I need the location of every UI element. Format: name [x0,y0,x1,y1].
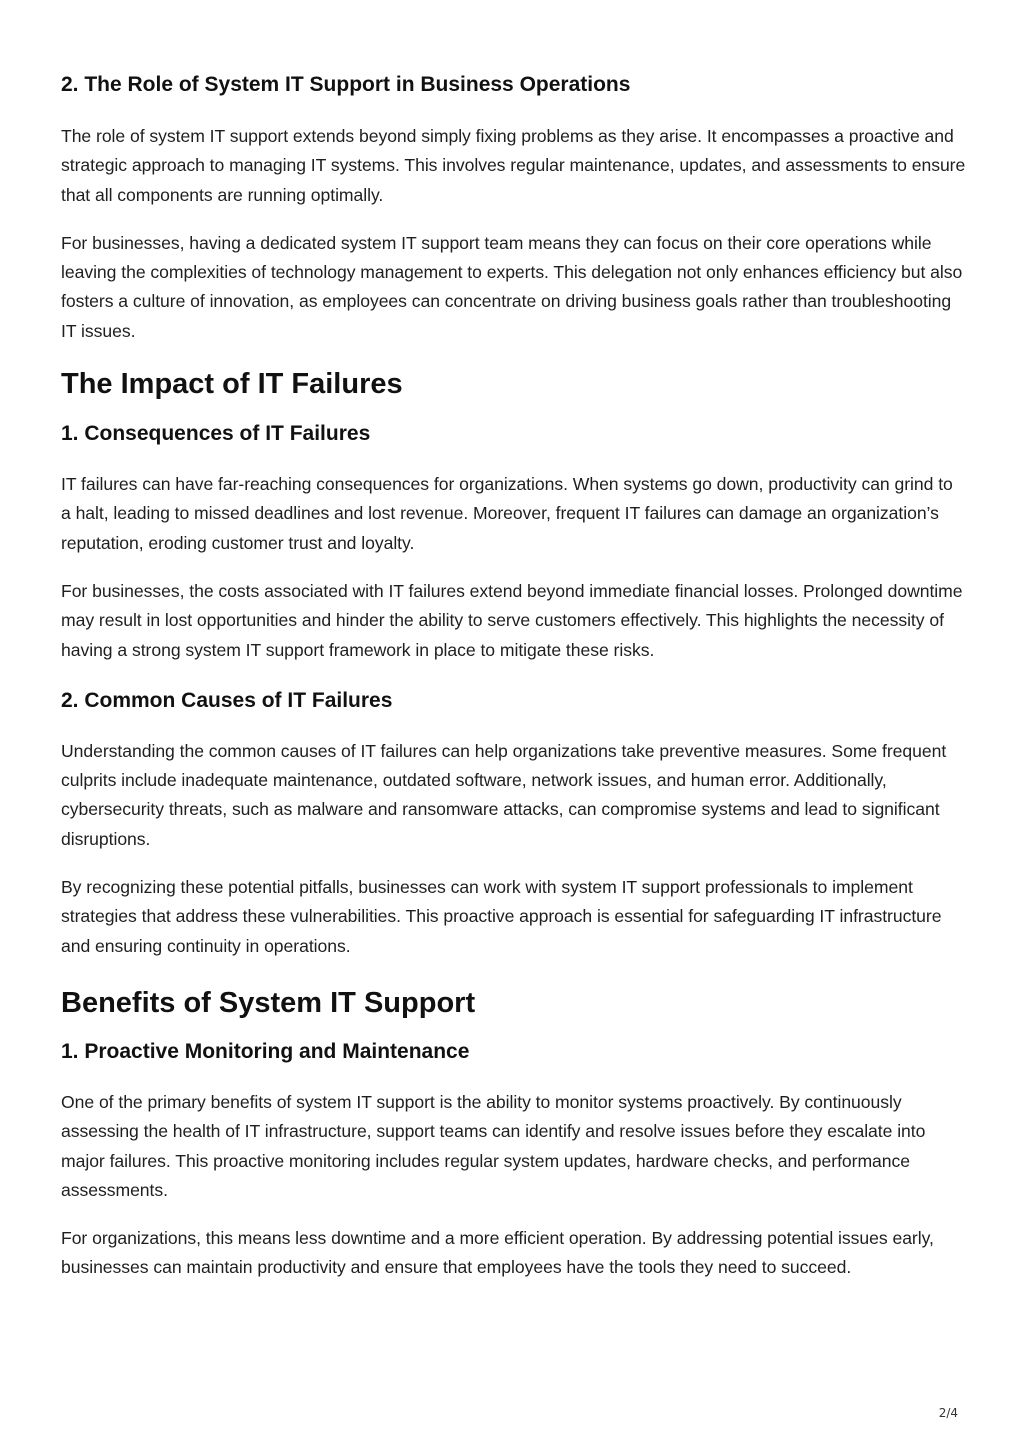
section-heading-monitoring: 1. Proactive Monitoring and Maintenance [61,1039,470,1063]
paragraph: For businesses, the costs associated with IT failures extend beyond immediate financial losses. Prolonged downtime may result in lost opportunities and hinder the ability to serve customers effectively. This highlights the necessity of having a strong system IT support framework in place to mitigate these risks. [61,580,963,660]
page-number: 2/4 [938,1406,958,1420]
section-heading-causes: 2. Common Causes of IT Failures [61,688,393,712]
paragraph: For businesses, having a dedicated system IT support team means they can focus on their core operations while leaving the complexities of technology management to experts. This delegation not only enhances efficiency but also fosters a culture of innovation, as employees can concentrate on driving business goals rather than troubleshooting IT issues. [61,232,963,341]
paragraph: IT failures can have far-reaching consequences for organizations. When systems go down, productivity can grind to a halt, leading to missed deadlines and lost revenue. Moreover, frequent IT failures can damage an organization’s reputation, eroding customer trust and loyalty. [61,474,953,553]
section-heading-consequences: 1. Consequences of IT Failures [61,422,371,446]
paragraph: Understanding the common causes of IT failures can help organizations take preventive measures. Some frequent culprits include inadequate maintenance, outdated software, network issues, and human error. Additionally, cybersecurity threats, such as malware and ransomware attacks, can compromise systems and lead to significant disruptions. [61,740,947,849]
paragraph: One of the primary benefits of system IT support is the ability to monitor systems proactively. By continuously assessing the health of IT infrastructure, support teams can identify and resolve issues before they escalate into major failures. This proactive monitoring includes regular system updates, hardware checks, and performance assessments. [61,1091,926,1200]
paragraph: For organizations, this means less downtime and a more efficient operation. By addressing potential issues early, businesses can maintain productivity and ensure that employees have the tools they need to succeed. [61,1228,934,1278]
document-page [61,70,966,1283]
section-title-benefits: Benefits of System IT Support [61,986,476,1019]
paragraph: By recognizing these potential pitfalls, businesses can work with system IT support professionals to implement strategies that address these vulnerabilities. This proactive approach is essential for safeguarding IT infrastructure and ensuring continuity in operations. [61,877,942,956]
section-title-impact: The Impact of IT Failures [61,368,403,401]
paragraph: The role of system IT support extends beyond simply fixing problems as they arise. It encompasses a proactive and strategic approach to managing IT systems. This involves regular maintenance, updates, and assessments to ensure that all components are running optimally. [61,126,966,205]
section-heading-role: 2. The Role of System IT Support in Business Operations [61,73,631,96]
